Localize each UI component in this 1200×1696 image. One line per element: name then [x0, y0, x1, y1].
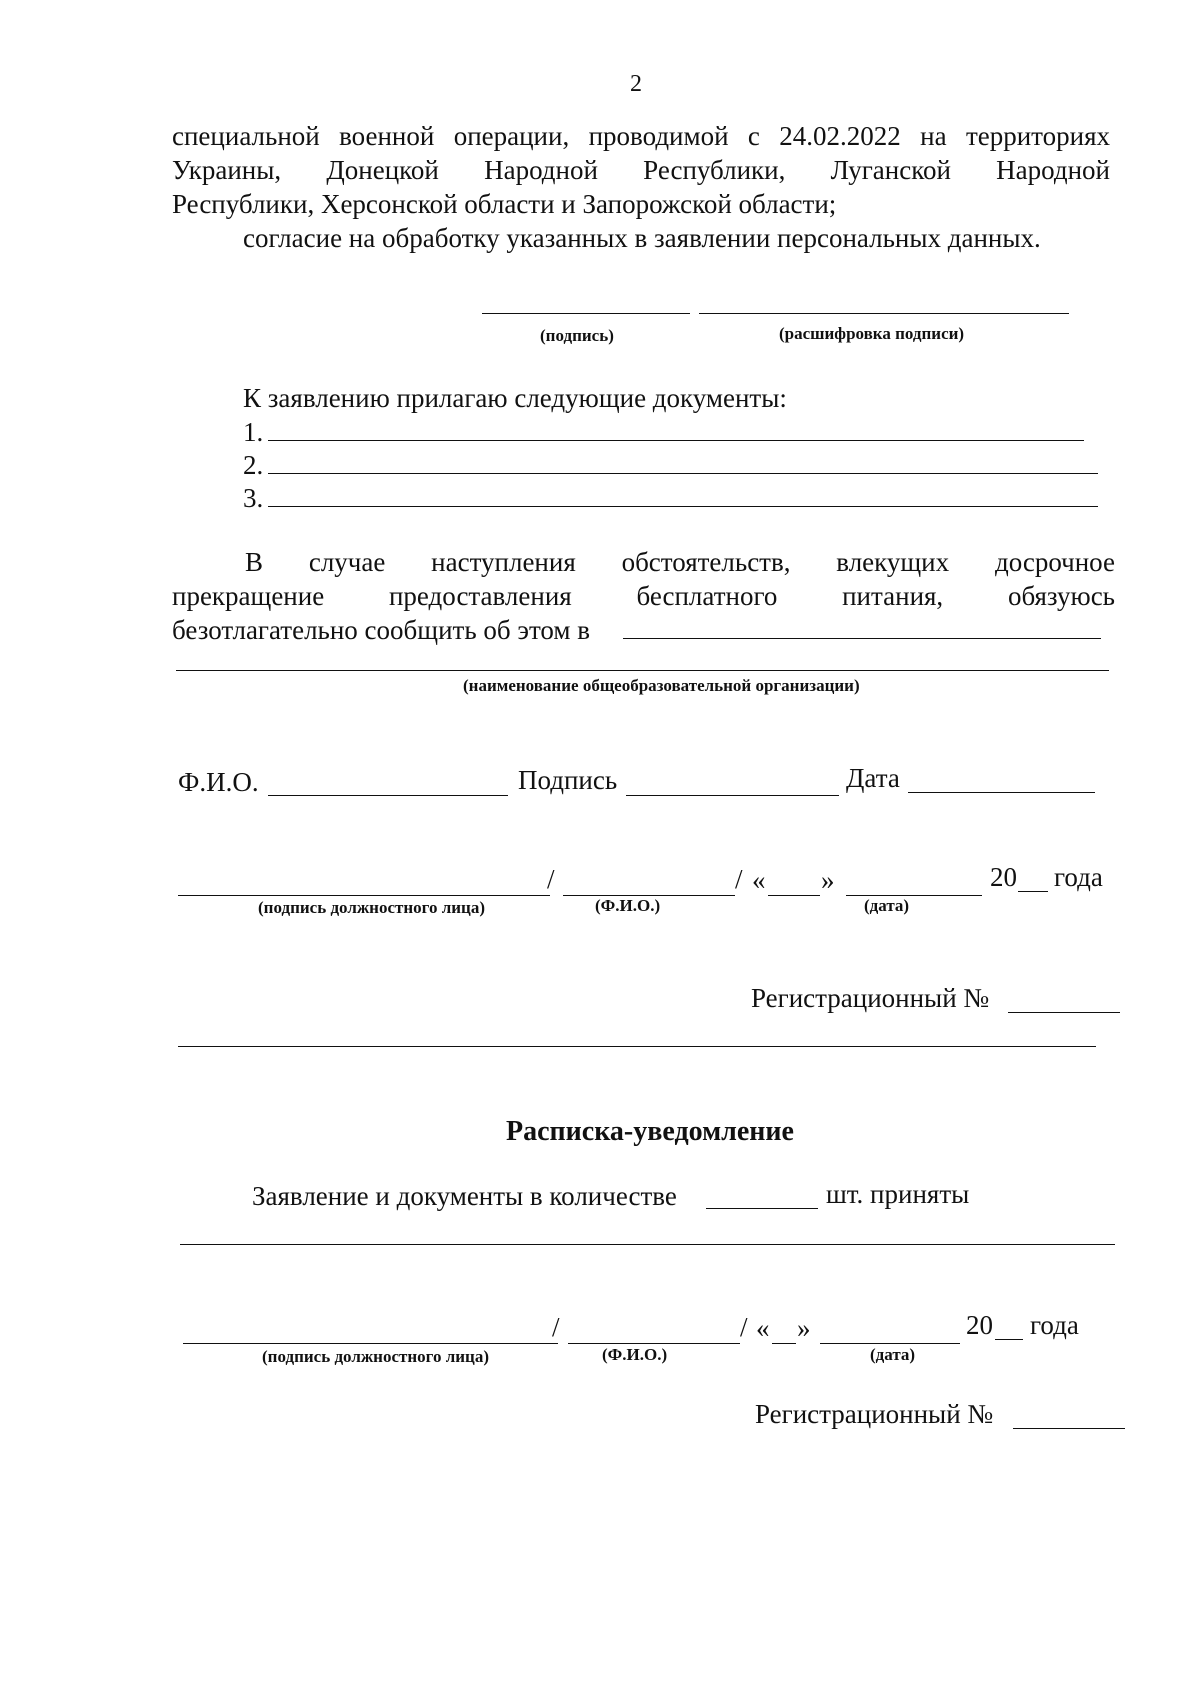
- obligation-line-2: прекращение предоставления бесплатного питания, обязуюсь: [172, 581, 1115, 611]
- official1-signature-line[interactable]: [178, 895, 550, 896]
- applicant-date-line[interactable]: [908, 792, 1095, 793]
- obligation-line-1: В случае наступления обстоятельств, влекущих досрочное: [245, 547, 1115, 577]
- applicant-signature-label: Подпись: [518, 765, 618, 795]
- obligation-line-3: безотлагательно сообщить об этом в: [172, 615, 590, 645]
- official2-signature-line[interactable]: [183, 1343, 558, 1344]
- official1-slash-2: /: [735, 864, 743, 894]
- official2-year-prefix: 20: [966, 1310, 993, 1340]
- attachment-item-1-number: 1.: [243, 417, 264, 447]
- official1-year-suffix: года: [1054, 862, 1103, 892]
- official1-slash-1: /: [547, 864, 555, 894]
- official1-caption-fio: (Ф.И.О.): [595, 896, 661, 915]
- official2-registration-line[interactable]: [1013, 1428, 1125, 1429]
- attachment-item-3-number: 3.: [243, 483, 264, 513]
- signature-decoding-caption: (расшифровка подписи): [779, 324, 965, 343]
- official1-quote-open: «: [752, 865, 766, 895]
- official2-caption-fio: (Ф.И.О.): [602, 1345, 668, 1364]
- official1-separator-line: [178, 1046, 1096, 1047]
- official2-slash-1: /: [552, 1312, 560, 1342]
- attachment-item-2-line[interactable]: [268, 473, 1098, 474]
- organization-caption: (наименование общеобразовательной организации): [463, 676, 860, 695]
- consent-line: согласие на обработку указанных в заявлении персональных данных.: [243, 223, 1041, 253]
- page-number: 2: [630, 71, 642, 97]
- official1-quote-close: »: [821, 865, 835, 895]
- official1-year-prefix: 20: [990, 862, 1017, 892]
- official1-caption-date: (дата): [864, 896, 910, 915]
- official2-year-suffix: года: [1030, 1310, 1079, 1340]
- receipt-text-before: Заявление и документы в количестве: [252, 1181, 677, 1211]
- official2-quote-open: «: [756, 1313, 770, 1343]
- official1-day-line[interactable]: [768, 895, 820, 896]
- applicant-signature-line[interactable]: [626, 795, 839, 796]
- signature-decoding-line[interactable]: [699, 313, 1069, 314]
- attachment-item-1-line[interactable]: [268, 440, 1084, 441]
- official1-year-line[interactable]: [1018, 891, 1048, 892]
- official2-registration-label: Регистрационный №: [755, 1399, 994, 1429]
- signature-line[interactable]: [482, 313, 690, 314]
- attachment-item-3-line[interactable]: [268, 506, 1098, 507]
- applicant-date-label: Дата: [846, 763, 900, 793]
- receipt-quantity-line[interactable]: [706, 1208, 818, 1209]
- official1-registration-label: Регистрационный №: [751, 983, 990, 1013]
- intro-line-3: Республики, Херсонской области и Запорожской области;: [172, 189, 837, 219]
- organization-line-1[interactable]: [623, 638, 1101, 639]
- attachments-heading: К заявлению прилагаю следующие документы:: [243, 383, 787, 413]
- official2-day-line[interactable]: [772, 1343, 796, 1344]
- fio-label: Ф.И.О.: [178, 767, 259, 797]
- fio-line[interactable]: [268, 795, 508, 796]
- official2-fio-line[interactable]: [568, 1343, 740, 1344]
- official2-caption-date: (дата): [870, 1345, 916, 1364]
- official1-registration-line[interactable]: [1008, 1012, 1120, 1013]
- attachment-item-2-number: 2.: [243, 450, 264, 480]
- official2-slash-2: /: [740, 1312, 748, 1342]
- organization-line-2[interactable]: [176, 670, 1109, 671]
- intro-line-2: Украины, Донецкой Народной Республики, Луганской Народной: [172, 155, 1110, 185]
- receipt-title: Расписка-уведомление: [506, 1116, 794, 1147]
- intro-line-1: специальной военной операции, проводимой с 24.02.2022 на территориях: [172, 121, 1110, 151]
- official2-month-line[interactable]: [820, 1343, 960, 1344]
- signature-caption: (подпись): [540, 326, 614, 345]
- official2-year-line[interactable]: [995, 1339, 1023, 1340]
- official1-caption-signature: (подпись должностного лица): [258, 898, 486, 917]
- official2-quote-close: »: [797, 1313, 811, 1343]
- official2-caption-signature: (подпись должностного лица): [262, 1347, 490, 1366]
- receipt-separator-line: [180, 1244, 1115, 1245]
- receipt-text-after: шт. приняты: [826, 1179, 970, 1209]
